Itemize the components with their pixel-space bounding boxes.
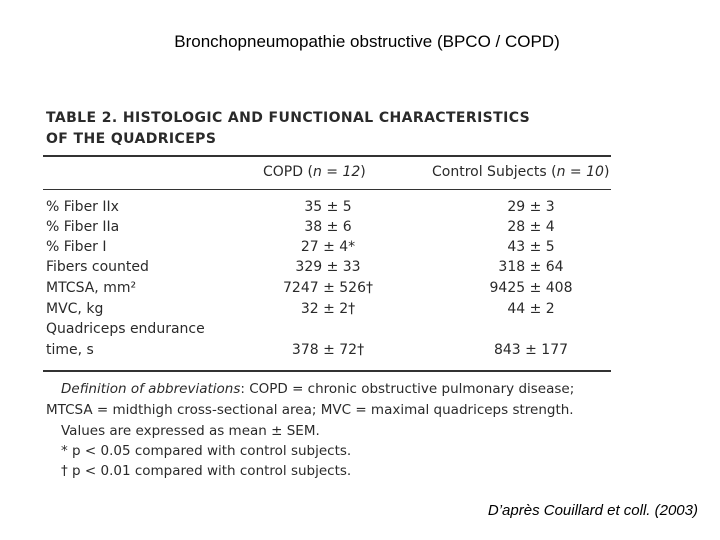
table-caption [46,108,606,150]
row-label: MTCSA, mm² [46,280,137,296]
header-rule [43,189,611,190]
footnote-definitions-cont: MTCSA = midthigh cross-sectional area; MVC = maximal quadriceps strength. [46,402,574,418]
footnote-values: Values are expressed as mean ± SEM. [61,423,320,439]
row-label: time, s [46,342,94,358]
control-value: 43 ± 5 [507,239,555,255]
table-top-rule [43,155,611,157]
table-caption-line2: OF THE QUADRICEPS [46,131,217,147]
column-header-control: Control Subjects (n = 10) [432,164,610,180]
column-header-copd: COPD (n = 12) [263,164,366,180]
copd-value: 35 ± 5 [304,199,352,215]
copd-value: 27 ± 4* [300,239,356,255]
copd-value: 378 ± 72† [291,342,365,358]
row-label: % Fiber IIx [46,199,119,215]
footnote-definitions: Definition of abbreviations: COPD = chronic obstructive pulmonary disease; [61,381,575,397]
copd-value: 7247 ± 526† [283,280,373,296]
control-value: 28 ± 4 [507,219,555,235]
copd-value: 329 ± 33 [295,259,361,275]
source-credit: D’après Couillard et coll. (2003) [487,502,698,519]
footnote-dagger: † p < 0.01 compared with control subjects. [61,463,352,479]
control-value: 318 ± 64 [498,259,564,275]
row-label: % Fiber IIa [46,219,120,235]
copd-value: 32 ± 2† [300,301,356,317]
slide-title: Bronchopneumopathie obstructive (BPCO / COPD) [174,32,560,51]
row-label: Fibers counted [46,259,149,275]
control-value: 29 ± 3 [507,199,555,215]
row-label: MVC, kg [46,301,104,317]
footnote-asterisk: * p < 0.05 compared with control subjects. [61,443,352,459]
control-value: 9425 ± 408 [489,280,573,296]
row-label: % Fiber I [46,239,107,255]
control-value: 843 ± 177 [493,342,569,358]
table-caption-line1: TABLE 2. HISTOLOGIC AND FUNCTIONAL CHARACTERISTICS [46,110,531,126]
table-bottom-rule [43,370,611,372]
copd-value: 38 ± 6 [304,219,352,235]
row-label: Quadriceps endurance [46,321,205,337]
control-value: 44 ± 2 [507,301,555,317]
